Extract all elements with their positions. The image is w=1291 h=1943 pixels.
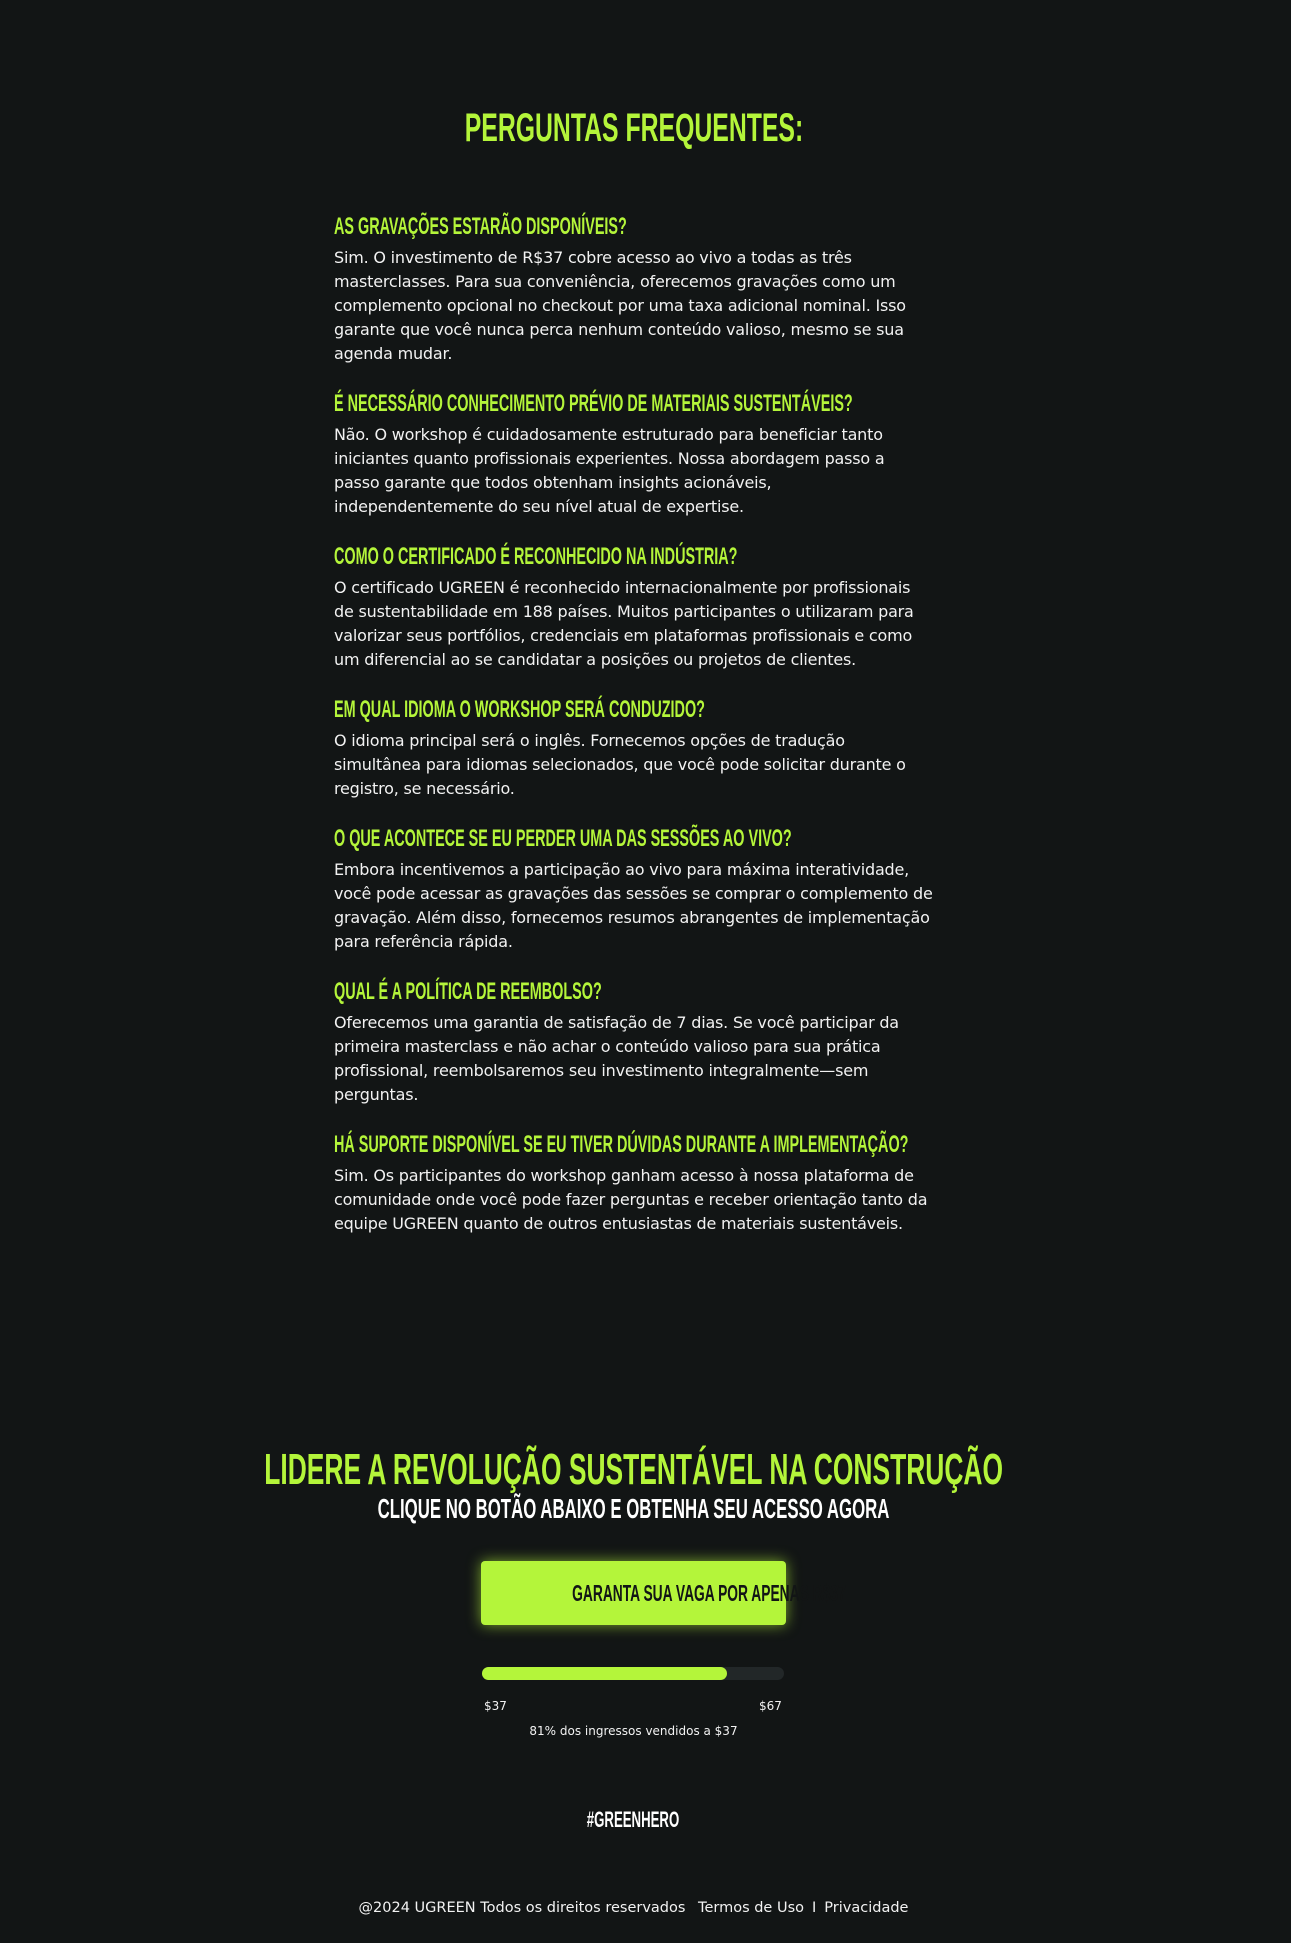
faq-item (334, 212, 934, 366)
faq-question: COMO O CERTIFICADO É RECONHECIDO NA INDÚSTRIA? (334, 543, 738, 570)
progress-price-max: $67 (759, 1699, 782, 1713)
faq-item (334, 977, 934, 1107)
faq-item (334, 1130, 934, 1236)
buy-ticket-button[interactable] (481, 1561, 846, 1625)
faq-title: PERGUNTAS FREQUENTES: (464, 106, 803, 150)
cta-section (0, 1444, 1267, 1526)
faq-answer: Sim. O investimento de R$37 cobre acesso ao vivo a todas as três masterclasses. Para sua conveniência, oferecemos gravações como um complemento opcional no checkout por uma taxa adicional nominal. Isso garante que você nunca perca nenhum conteúdo valioso, mesmo se sua agenda mudar. (334, 248, 906, 363)
hashtag-block (0, 1806, 1267, 1834)
privacy-link[interactable]: Privacidade (824, 1900, 909, 1916)
faq-question: EM QUAL IDIOMA O WORKSHOP SERÁ CONDUZIDO? (334, 696, 705, 723)
footer-copyright: @2024 UGREEN Todos os direitos reservados (358, 1900, 686, 1916)
terms-link[interactable]: Termos de Uso (698, 1900, 805, 1916)
faq-question: QUAL É A POLÍTICA DE REEMBOLSO? (334, 978, 602, 1005)
faq-question: É NECESSÁRIO CONHECIMENTO PRÉVIO DE MATERIAIS SUSTENTÁVEIS? (334, 390, 853, 417)
faq-question: O QUE ACONTECE SE EU PERDER UMA DAS SESSÕES AO VIVO? (334, 825, 792, 852)
faq-question: HÁ SUPORTE DISPONÍVEL SE EU TIVER DÚVIDAS DURANTE A IMPLEMENTAÇÃO? (334, 1131, 909, 1158)
faq-list (334, 212, 934, 1259)
faq-answer: O certificado UGREEN é reconhecido internacionalmente por profissionais de sustentabilidade em 188 países. Muitos participantes o utilizaram para valorizar seus portfólios, credenciais em plataformas profissionais e como um diferencial ao se candidatar a posições ou projetos de clientes. (334, 578, 914, 669)
cta-title: LIDERE A REVOLUÇÃO SUSTENTÁVEL NA CONSTRUÇÃO (264, 1445, 1003, 1494)
hashtag: #GREENHERO (587, 1807, 680, 1832)
faq-answer: Oferecemos uma garantia de satisfação de 7 dias. Se você participar da primeira masterclass e não achar o conteúdo valioso para sua prática profissional, reembolsaremos seu investimento integralmente—sem perguntas. (334, 1013, 899, 1104)
faq-item (334, 542, 934, 672)
progress-price-min: $37 (484, 1699, 507, 1713)
faq-item (334, 824, 934, 954)
footer-separator: I (812, 1900, 817, 1916)
buy-ticket-button-label: GARANTA SUA VAGA POR APENAS R$37 (572, 1580, 846, 1606)
faq-answer: Sim. Os participantes do workshop ganham acesso à nossa plataforma de comunidade onde você pode fazer perguntas e receber orientação tanto da equipe UGREEN quanto de outros entusiastas de materiais sustentáveis. (334, 1166, 928, 1233)
faq-answer: Embora incentivemos a participação ao vivo para máxima interatividade, você pode acessar as gravações das sessões se comprar o complemento de gravação. Além disso, fornecemos resumos abrangentes de implementação para referência rápida. (334, 860, 933, 951)
faq-answer: O idioma principal será o inglês. Fornecemos opções de tradução simultânea para idiomas selecionados, que você pode solicitar durante o registro, se necessário. (334, 731, 906, 798)
tickets-progress-fill (482, 1667, 727, 1680)
faq-item (334, 695, 934, 801)
progress-caption: 81% dos ingressos vendidos a $37 (529, 1724, 738, 1738)
footer (0, 1898, 1267, 1918)
cta-subtitle: CLIQUE NO BOTÃO ABAIXO E OBTENHA SEU ACESSO AGORA (377, 1493, 890, 1524)
faq-header (0, 104, 1267, 152)
faq-answer: Não. O workshop é cuidadosamente estruturado para beneficiar tanto iniciantes quanto profissionais experientes. Nossa abordagem passo a passo garante que todos obtenham insights acionáveis, independentemente do seu nível atual de expertise. (334, 425, 885, 516)
tickets-progress-bar (482, 1667, 784, 1680)
faq-item (334, 389, 934, 519)
faq-question: AS GRAVAÇÕES ESTARÃO DISPONÍVEIS? (334, 213, 627, 240)
